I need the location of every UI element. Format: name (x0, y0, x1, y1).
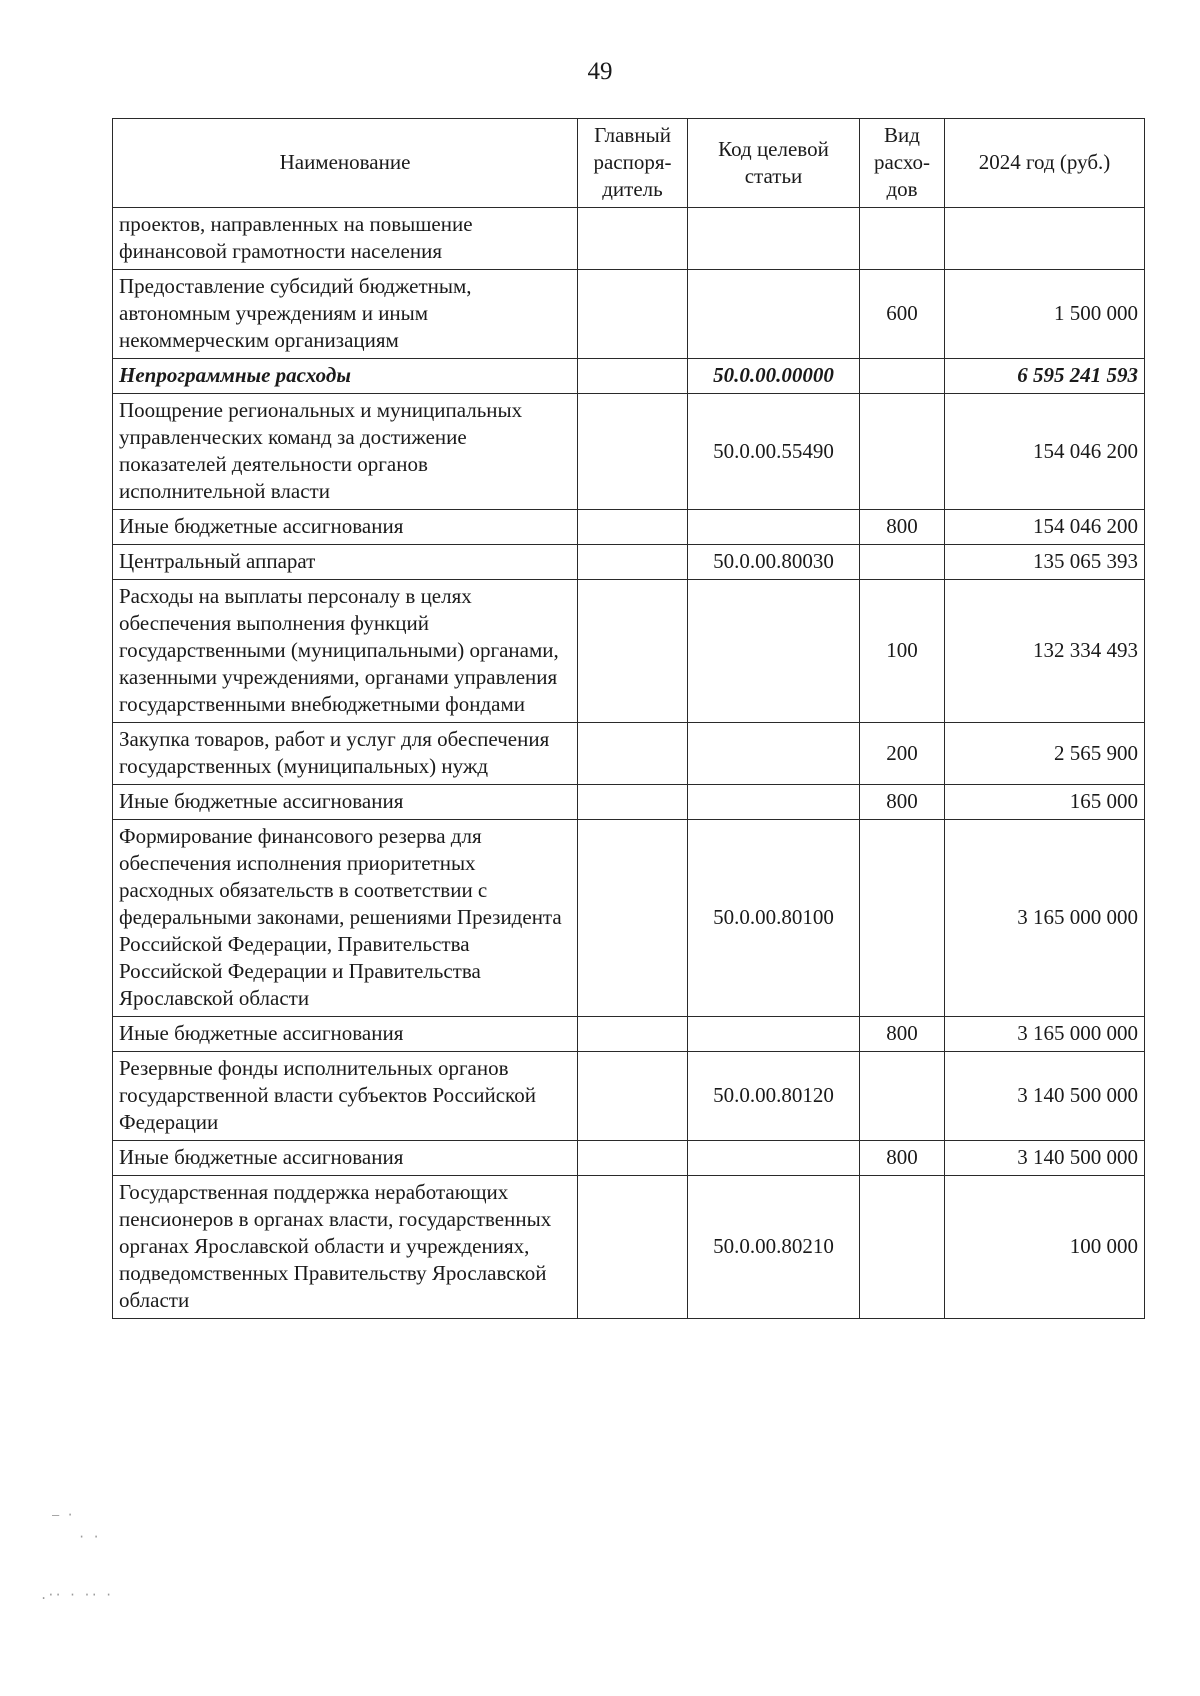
cell-name: Государственная поддержка неработающих пенсионеров в органах власти, государственных органах Ярославской области и учреждениях, подведомственных Правительству Ярославской области (113, 1176, 578, 1319)
cell-sum: 1 500 000 (945, 270, 1145, 359)
cell-sum: 135 065 393 (945, 545, 1145, 580)
cell-sum: 100 000 (945, 1176, 1145, 1319)
cell-code: 50.0.00.80120 (688, 1052, 860, 1141)
header-manager: Главный распоря-дитель (578, 119, 688, 208)
cell-manager (578, 580, 688, 723)
cell-manager (578, 270, 688, 359)
cell-sum: 154 046 200 (945, 394, 1145, 510)
cell-name: Центральный аппарат (113, 545, 578, 580)
cell-type: 800 (860, 1017, 945, 1052)
cell-code: 50.0.00.55490 (688, 394, 860, 510)
header-row (113, 119, 1145, 208)
cell-manager (578, 820, 688, 1017)
table-row (113, 394, 1145, 510)
cell-sum: 6 595 241 593 (945, 359, 1145, 394)
cell-manager (578, 785, 688, 820)
cell-sum: 3 165 000 000 (945, 1017, 1145, 1052)
table-row (113, 580, 1145, 723)
cell-type: 800 (860, 785, 945, 820)
cell-name: Резервные фонды исполнительных органов государственной власти субъектов Российской Федерации (113, 1052, 578, 1141)
cell-manager (578, 394, 688, 510)
cell-code (688, 723, 860, 785)
table-row (113, 1052, 1145, 1141)
cell-manager (578, 1141, 688, 1176)
table-row (113, 545, 1145, 580)
cell-manager (578, 208, 688, 270)
cell-type (860, 208, 945, 270)
header-expense-type: Вид расхо-дов (860, 119, 945, 208)
cell-sum: 154 046 200 (945, 510, 1145, 545)
table-row (113, 359, 1145, 394)
header-target-code: Код целевой статьи (688, 119, 860, 208)
cell-type: 100 (860, 580, 945, 723)
cell-code (688, 785, 860, 820)
table-header (113, 119, 1145, 208)
cell-type: 600 (860, 270, 945, 359)
cell-name: Закупка товаров, работ и услуг для обеспечения государственных (муниципальных) нужд (113, 723, 578, 785)
cell-code (688, 580, 860, 723)
scan-artifact: · · (78, 1530, 100, 1544)
table-row (113, 270, 1145, 359)
cell-manager (578, 1052, 688, 1141)
cell-name: Предоставление субсидий бюджетным, автономным учреждениям и иным некоммерческим организациям (113, 270, 578, 359)
cell-type: 800 (860, 510, 945, 545)
cell-name: Расходы на выплаты персоналу в целях обеспечения выполнения функций государственными (муниципальными) органами, казенными учреждениями, органами управления государственными внебюджетными фондами (113, 580, 578, 723)
table-body (113, 208, 1145, 1319)
cell-name: Иные бюджетные ассигнования (113, 1017, 578, 1052)
cell-manager (578, 510, 688, 545)
cell-sum: 3 165 000 000 (945, 820, 1145, 1017)
budget-table (112, 118, 1145, 1319)
table-row (113, 510, 1145, 545)
cell-name: Непрограммные расходы (113, 359, 578, 394)
cell-code (688, 1017, 860, 1052)
cell-code (688, 510, 860, 545)
cell-name: Иные бюджетные ассигнования (113, 510, 578, 545)
cell-code: 50.0.00.00000 (688, 359, 860, 394)
scan-artifact: – · (52, 1508, 74, 1522)
cell-manager (578, 1176, 688, 1319)
cell-manager (578, 723, 688, 785)
cell-name: Иные бюджетные ассигнования (113, 1141, 578, 1176)
cell-code (688, 1141, 860, 1176)
cell-sum (945, 208, 1145, 270)
cell-name: Формирование финансового резерва для обеспечения исполнения приоритетных расходных обязательств в соответствии с федеральными законами, решениями Президента Российской Федерации, Правительства Российской Федерации и Правительства Ярославской области (113, 820, 578, 1017)
cell-type (860, 820, 945, 1017)
table-row (113, 785, 1145, 820)
cell-type (860, 545, 945, 580)
cell-manager (578, 359, 688, 394)
cell-code (688, 208, 860, 270)
header-name: Наименование (113, 119, 578, 208)
scan-artifact: .·· · ·· · (40, 1588, 113, 1602)
cell-type (860, 359, 945, 394)
table-row (113, 1017, 1145, 1052)
table-row (113, 1176, 1145, 1319)
cell-type (860, 394, 945, 510)
cell-type: 200 (860, 723, 945, 785)
cell-type (860, 1052, 945, 1141)
cell-sum: 2 565 900 (945, 723, 1145, 785)
cell-manager (578, 545, 688, 580)
table-row (113, 820, 1145, 1017)
header-year-amount: 2024 год (руб.) (945, 119, 1145, 208)
table-row (113, 208, 1145, 270)
cell-code: 50.0.00.80030 (688, 545, 860, 580)
cell-sum: 165 000 (945, 785, 1145, 820)
cell-manager (578, 1017, 688, 1052)
cell-sum: 132 334 493 (945, 580, 1145, 723)
page-number: 49 (587, 58, 613, 85)
cell-code: 50.0.00.80210 (688, 1176, 860, 1319)
cell-sum: 3 140 500 000 (945, 1141, 1145, 1176)
table-row (113, 1141, 1145, 1176)
table-row (113, 723, 1145, 785)
cell-type: 800 (860, 1141, 945, 1176)
cell-name: проектов, направленных на повышение финансовой грамотности населения (113, 208, 578, 270)
cell-name: Поощрение региональных и муниципальных управленческих команд за достижение показателей деятельности органов исполнительной власти (113, 394, 578, 510)
cell-code (688, 270, 860, 359)
cell-name: Иные бюджетные ассигнования (113, 785, 578, 820)
cell-code: 50.0.00.80100 (688, 820, 860, 1017)
cell-type (860, 1176, 945, 1319)
cell-sum: 3 140 500 000 (945, 1052, 1145, 1141)
